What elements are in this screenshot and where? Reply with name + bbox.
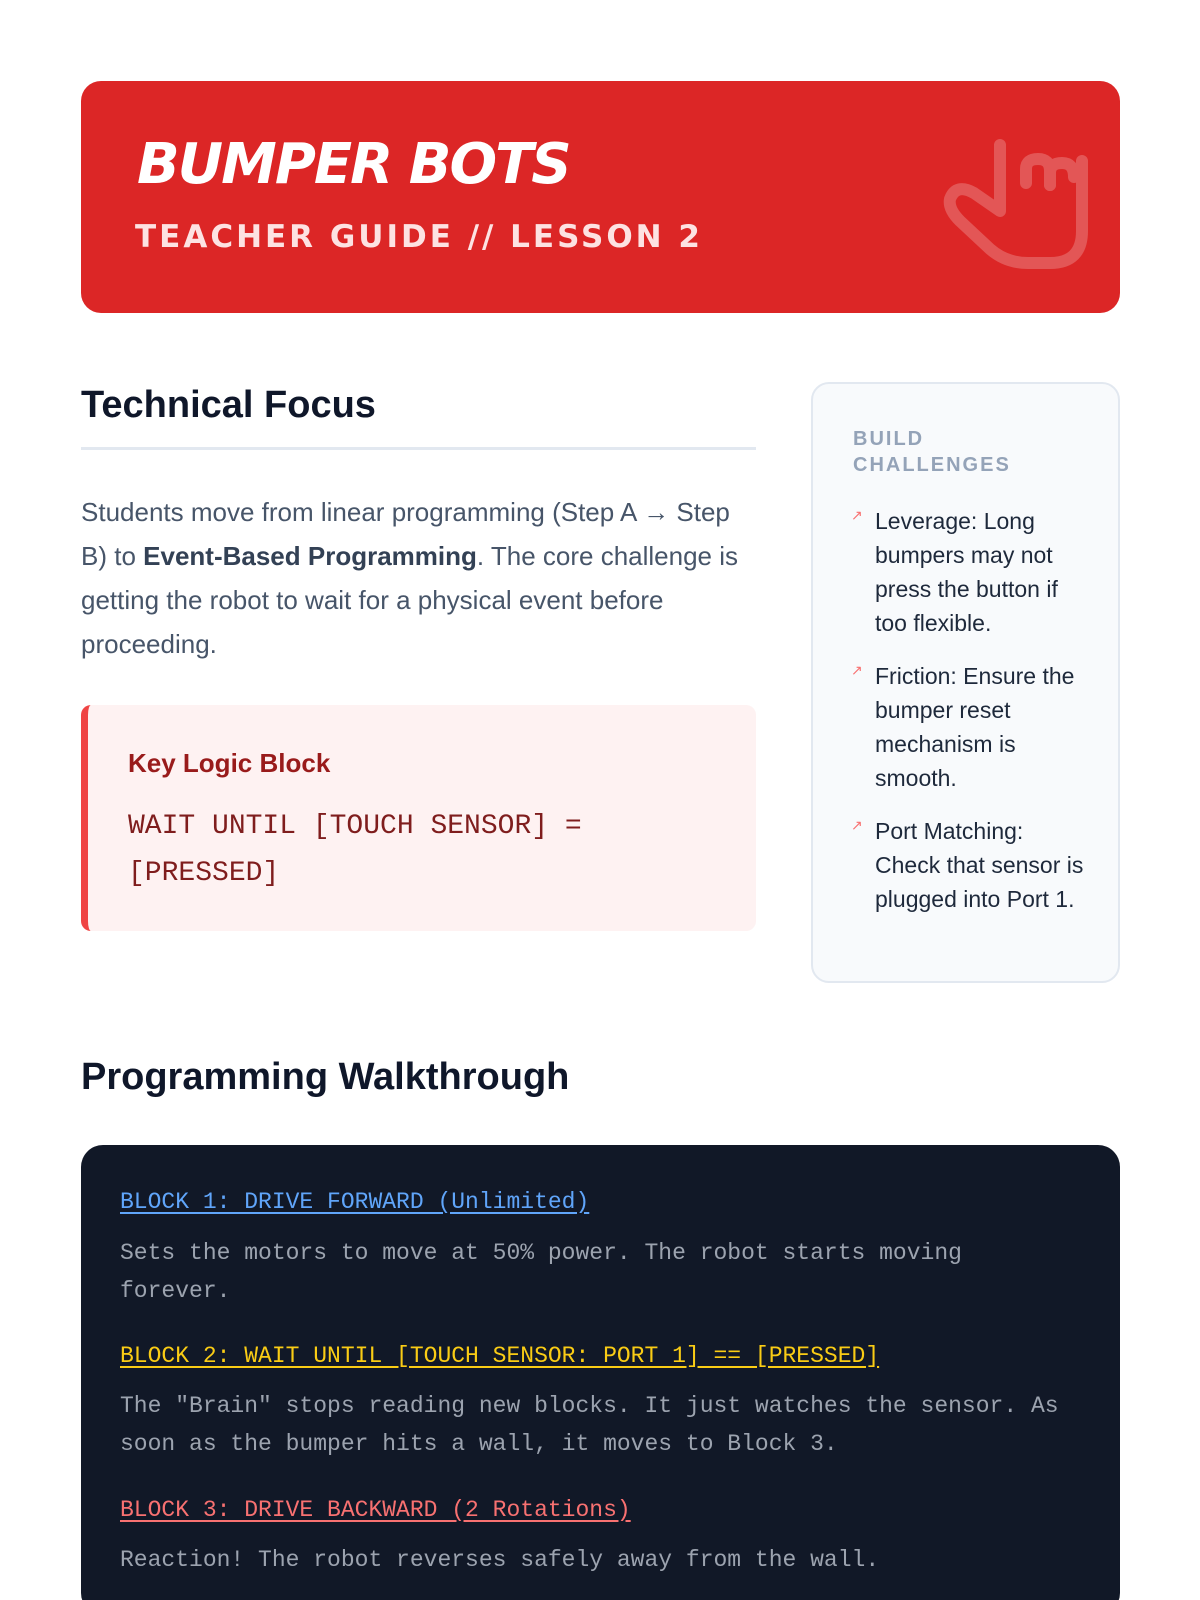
body-text-part1: Students move from linear programming (Step A → Step B) to [81,497,730,571]
challenge-text: Leverage: Long bumpers may not press the button if too flexible. [875,508,1058,636]
section-divider [81,447,756,450]
block-2-description: The "Brain" stops reading new blocks. It just watches the sensor. As soon as the bumper hits a wall, it moves to Block 3. [120,1393,1059,1457]
block-3-title: BLOCK 3: DRIVE BACKWARD (2 Rotations) [120,1497,631,1523]
pin-icon: ↗ [851,817,863,833]
key-logic-callout [81,705,756,931]
key-logic-label: Key Logic Block [128,748,331,778]
challenge-text: Friction: Ensure the bumper reset mechanism is smooth. [875,663,1075,791]
rock-hand-icon [934,119,1094,279]
list-item [851,504,1091,640]
block-2-title: BLOCK 2: WAIT UNTIL [TOUCH SENSOR: PORT 1] == [PRESSED] [120,1343,880,1369]
pin-icon: ↗ [851,662,863,678]
block-1-title: BLOCK 1: DRIVE FORWARD (Unlimited) [120,1189,590,1215]
header-banner [81,81,1120,313]
page-subtitle: TEACHER GUIDE // LESSON 2 [135,219,703,255]
page-title: BUMPER BOTS [137,132,570,197]
build-challenges-title: BUILD CHALLENGES [853,428,1011,476]
body-text-part2: . The core challenge is getting the robot to wait for a physical event before proceeding. [81,541,739,659]
list-item [851,814,1091,916]
walkthrough-code-panel [81,1145,1120,1600]
build-challenges-card [811,382,1120,983]
block-1-description: Sets the motors to move at 50% power. The robot starts moving forever. [120,1240,962,1304]
block-3-description: Reaction! The robot reverses safely away from the wall. [120,1547,880,1573]
build-challenges-list [851,504,1091,935]
body-text-bold: Event-Based Programming [143,541,477,571]
technical-focus-heading: Technical Focus [81,384,376,426]
key-logic-code: WAIT UNTIL [TOUCH SENSOR] = [PRESSED] [128,811,582,889]
technical-focus-body [81,490,751,666]
list-item [851,659,1091,795]
walkthrough-heading: Programming Walkthrough [81,1056,570,1098]
challenge-text: Port Matching: Check that sensor is plugged into Port 1. [875,818,1084,912]
pin-icon: ↗ [851,507,863,523]
